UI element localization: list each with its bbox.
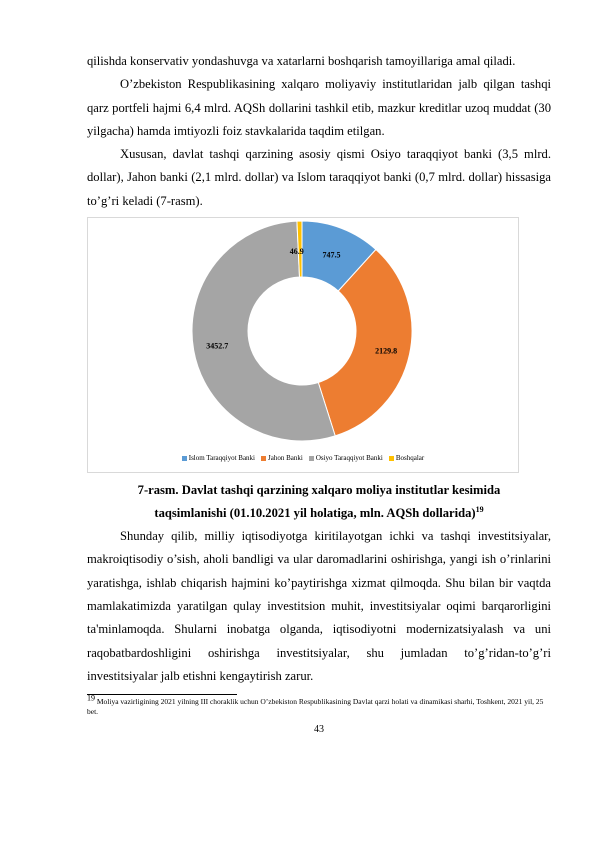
legend-item-2 (261, 454, 303, 462)
legend-swatch-2 (261, 456, 266, 461)
caption-line-2-text: taqsimlanishi (01.10.2021 yil holatiga, mln. AQSh dollarida) (154, 506, 476, 521)
caption-line-2 (87, 502, 551, 525)
footnote-divider (87, 694, 237, 695)
legend-swatch-3 (309, 456, 314, 461)
footnote-number: 19 (87, 693, 95, 703)
figure-caption (87, 479, 551, 525)
page-content (87, 50, 551, 735)
paragraph-2: O’zbekiston Respublikasining xalqaro moliyaviy institutlaridan jalb qilgan tashqi qarz portfeli hajmi 6,4 mlrd. AQSh dollarini tashkil etib, mazkur kreditlar uzoq muddat (30 yilgacha) hamda imtiyozli foiz stavkalarida taqdim etilgan. (87, 77, 551, 138)
data-label-1: 747.5 (322, 250, 341, 260)
legend-swatch-4 (389, 456, 394, 461)
legend-item-3 (309, 454, 383, 462)
footnote (87, 693, 551, 717)
doughnut-chart (87, 217, 519, 473)
data-label-3: 3452.7 (206, 341, 229, 351)
legend-label-1: Islom Taraqqiyot Banki (188, 454, 255, 463)
caption-line-1: 7-rasm. Davlat tashqi qarzining xalqaro moliya institutlar kesimida (137, 483, 501, 498)
data-label-4: 46.9 (289, 247, 304, 257)
data-label-2: 2129.8 (375, 346, 398, 356)
paragraph-4: Shunday qilib, milliy iqtisodiyotga kiritilayotgan ichki va tashqi investitsiyalar, makroiqtisodiy o’sish, aholi bandligi va ular daromadlarini oshirishga, yangi ish o’rinlarini yaratishga, ishlab chiqarish hajmini ko’paytirishga xizmat qilmoqda. Shu bilan bir vaqtda mamlakatimizda yaratilgan qulay investitsion muhit, investitsiyalar oqimi barqarorligini ta'minlamoqda. Shularni inobatga olganda, iqtisodiyotni modernizatsiyalash va uni raqobatbardoshligini oshirishga investitsiyalar, shu jumladan to’g’ridan-to’g’ri investitsiyalar jalb etishni kengaytirish zarur. (87, 529, 551, 683)
legend-item-1 (182, 454, 255, 462)
page-number: 43 (314, 724, 324, 736)
paragraph-1: qilishda konservativ yondashuvga va xatarlarni boshqarish tamoyillariga amal qiladi. (87, 54, 516, 68)
legend-item-4 (389, 454, 424, 462)
legend-label-3: Osiyo Taraqqiyot Banki (315, 454, 383, 463)
chart-legend (88, 454, 518, 462)
legend-label-2: Jahon Banki (268, 454, 303, 463)
legend-swatch-1 (182, 456, 187, 461)
caption-footnote-ref: 19 (475, 504, 484, 514)
paragraph-3: Xususan, davlat tashqi qarzining asosiy qismi Osiyo taraqqiyot banki (3,5 mlrd. dollar), Jahon banki (2,1 mlrd. dollar) va Islom taraqqiyot banki (0,7 mlrd. dollar) hissasiga to’g’ri keladi (7-rasm). (87, 147, 551, 208)
footnote-text: Moliya vazirligining 2021 yilning III choraklik uchun O’zbekiston Respublikasining Davlat qarzi holati va dinamikasi sharhi, Toshkent, 2021 yil, 25 bet. (87, 697, 544, 717)
legend-label-4: Boshqalar (395, 454, 425, 463)
chart-svg (88, 218, 518, 450)
